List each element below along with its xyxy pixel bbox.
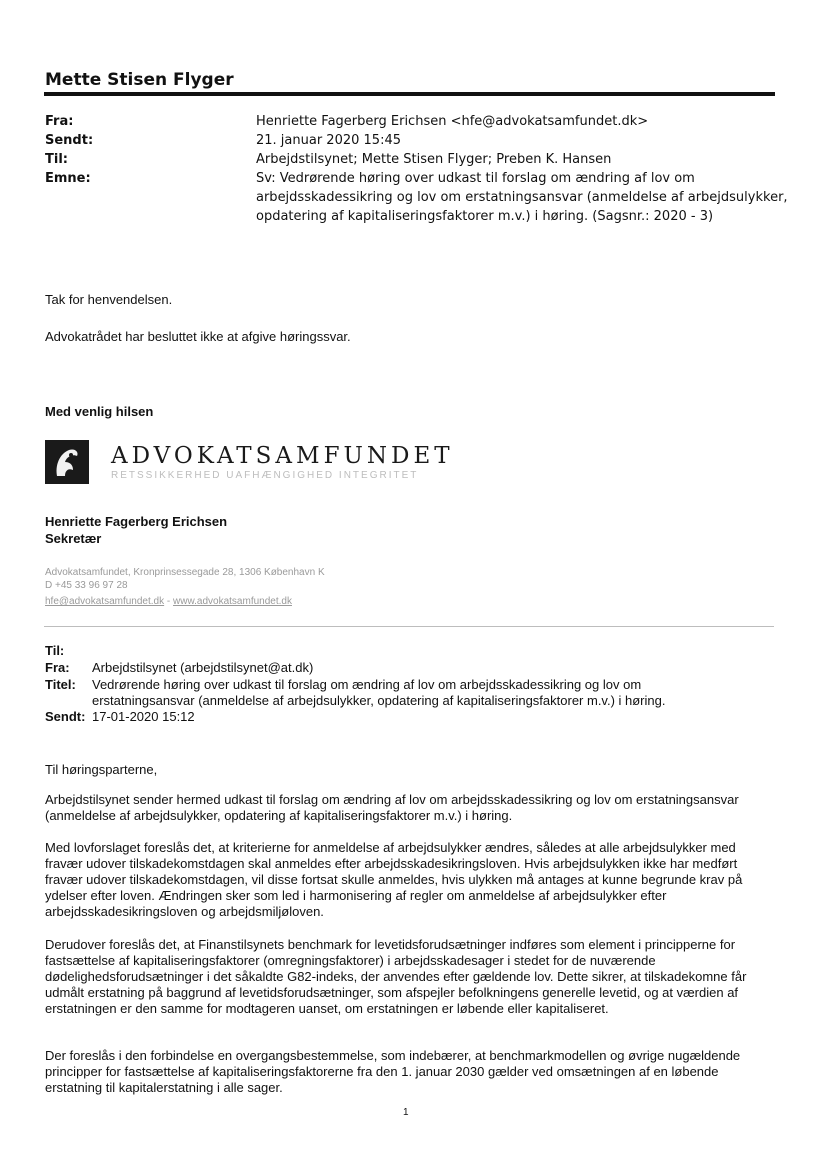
letter-paragraph-4: Der foreslås i den forbindelse en overgangsbestemmelse, som indebærer, at benchmarkmodellen og øvrige nugældende principper for fastsættelse af kapitaliseringsfaktorerne fra den 1. januar 2030 gælder ved omsætningen af en løbende erstatning til kapitalerstatning i alle sager. [45, 1048, 741, 1095]
fw-til-label: Til: [45, 643, 65, 658]
logo-wordmark: ADVOKATSAMFUNDET [111, 443, 454, 469]
til-label: Til: [45, 152, 68, 167]
fw-fra-label: Fra: [45, 660, 70, 675]
sendt-label: Sendt: [45, 133, 94, 148]
fra-label: Fra: [45, 114, 74, 129]
emne-label: Emne: [45, 171, 91, 186]
signature-address: Advokatsamfundet, Kronprinsessegade 28, 1306 København K [45, 567, 325, 578]
link-separator: - [164, 596, 174, 607]
fw-fra-value: Arbejdstilsynet (arbejdstilsynet@at.dk) [92, 660, 314, 675]
fra-value: Henriette Fagerberg Erichsen <hfe@advokatsamfundet.dk> [256, 114, 649, 129]
header-divider [44, 92, 775, 96]
advokatsamfundet-logo-icon [45, 440, 89, 484]
body-line-1: Tak for henvendelsen. [45, 292, 173, 307]
email-link[interactable]: hfe@advokatsamfundet.dk [45, 596, 165, 607]
signature-title: Sekretær [45, 531, 102, 546]
emne-value-line-2: arbejdsskadessikring og lov om erstatningsansvar (anmeldelse af arbejdsulykker, [256, 190, 788, 205]
til-value: Arbejdstilsynet; Mette Stisen Flyger; Preben K. Hansen [256, 152, 612, 167]
signature-greeting: Med venlig hilsen [45, 404, 154, 419]
letter-paragraph-2: Med lovforslaget foreslås det, at kriterierne for anmeldelse af arbejdsulykker ændres, således at alle arbejdsulykker med fravær udover tilskadekomstdagen skal anmeldes efter arbejdsskadesikringsloven. Hvis arbejdsulykken ikke har medført fravær udover tilskadekomstdagen, vil disse fortsat skulle anmeldes, hvis ulykken må antages at kunne begrunde krav på ydelser efter loven. Ændringen sker som led i harmonisering af regler om anmeldelse af arbejdsulykker efter arbejdsskadesikringsloven og arbejdsmiljøloven. [45, 840, 743, 919]
letter-salutation: Til høringsparterne, [45, 762, 158, 777]
fw-sendt-label: Sendt: [45, 709, 86, 724]
website-link[interactable]: www.advokatsamfundet.dk [173, 596, 292, 607]
sender-name: Mette Stisen Flyger [45, 70, 234, 90]
logo-tagline: RETSSIKKERHED UAFHÆNGIGHED INTEGRITET [111, 470, 419, 481]
signature-phone: D +45 33 96 97 28 [45, 580, 128, 591]
fw-sendt-value: 17-01-2020 15:12 [92, 709, 195, 724]
fw-titel-line-1: Vedrørende høring over udkast til forslag om ændring af lov om arbejdsskadessikring og lov om [92, 677, 642, 692]
signature-links [45, 596, 292, 607]
emne-value-line-1: Sv: Vedrørende høring over udkast til forslag om ændring af lov om [256, 171, 695, 186]
signature-name: Henriette Fagerberg Erichsen [45, 514, 228, 529]
page-number: 1 [403, 1107, 409, 1118]
letter-paragraph-3: Derudover foreslås det, at Finanstilsynets benchmark for levetidsforudsætninger indføres som element i principperne for fastsættelse af kapitaliseringsfaktorer (omregningsfaktorer) i arbejdsskadesager i stedet for de nuværende dødelighedsforudsætninger i det såkaldte G82-indeks, der anvendes efter gældende lov. Dette sikrer, at tilskadekomne får udmålt erstatning på baggrund af levetidsforudsætninger, som afspejler befolkningens generelle levetid, og at værdien af erstatningen er den samme for modtageren uanset, om erstatningen er løbende eller kapitaliseret. [45, 937, 747, 1016]
fw-titel-label: Titel: [45, 677, 76, 692]
letter-paragraph-1: Arbejdstilsynet sender hermed udkast til forslag om ændring af lov om arbejdsskadessikring og lov om erstatningsansvar (anmeldelse af arbejdsulykker, opdatering af kapitaliseringsfaktorer m.v.) i høring. [45, 792, 739, 823]
sendt-value: 21. januar 2020 15:45 [256, 133, 401, 148]
emne-value-line-3: opdatering af kapitaliseringsfaktorer m.v.) i høring. (Sagsnr.: 2020 - 3) [256, 209, 714, 224]
fw-titel-line-2: erstatningsansvar (anmeldelse af arbejdsulykker, opdatering af kapitaliseringsfaktorer m.v.) i høring. [92, 693, 666, 708]
forwarded-divider [44, 626, 774, 627]
body-line-2: Advokatrådet har besluttet ikke at afgive høringssvar. [45, 329, 351, 344]
